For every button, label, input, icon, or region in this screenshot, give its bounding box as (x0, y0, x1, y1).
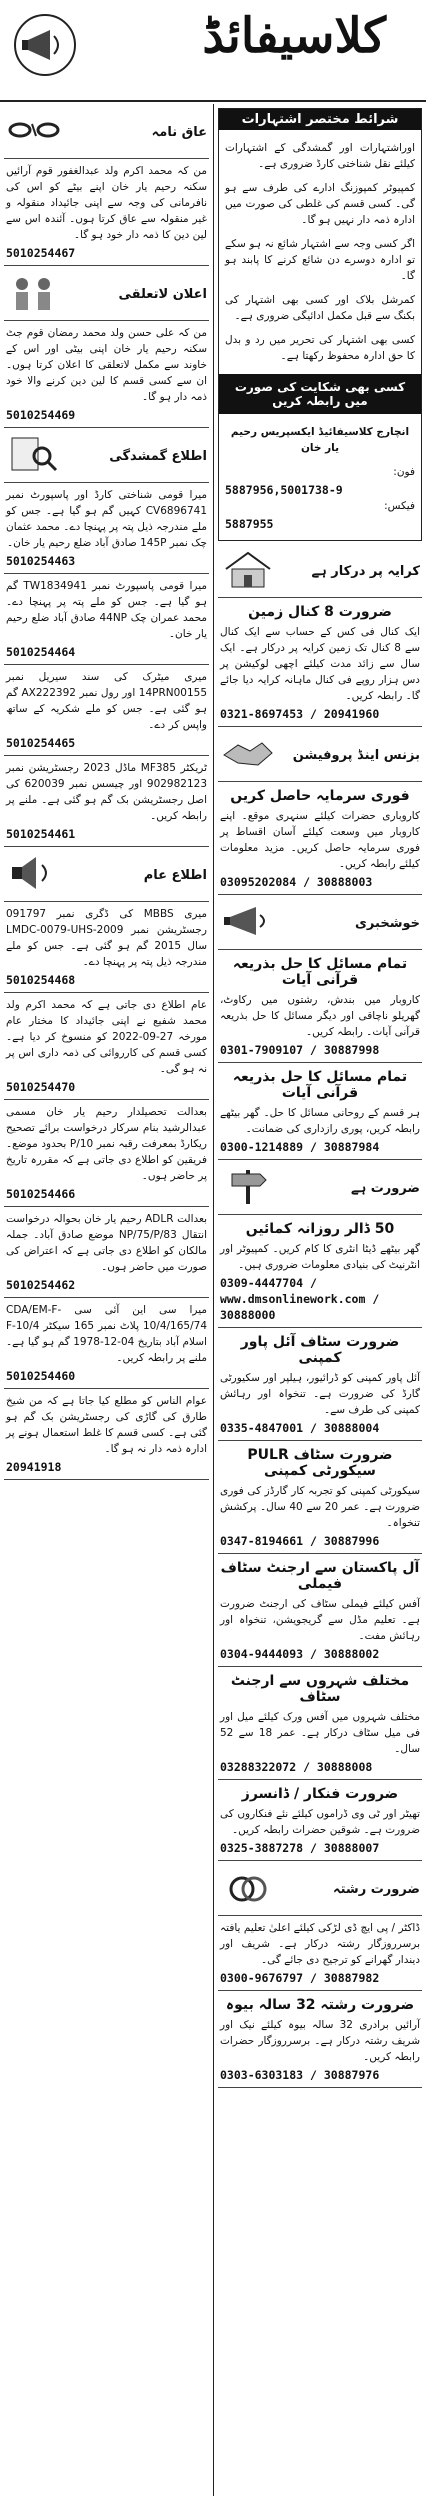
terms-box (218, 108, 422, 541)
ad-text: عوام الناس کو مطلع کیا جاتا ہے کہ من شیخ طارق کی گاڑی کی رجسٹریشن بک گم ہو گئی ہے۔ کسی قسم کا غلط استعمال ہونے پر ادارہ ذمہ دار نہ ہو گا۔ (6, 1395, 207, 1455)
complaint-fax: 5887955 (225, 517, 274, 531)
ad-heading: مختلف شہروں سے ارجنٹ سٹاف (230, 1673, 410, 1705)
classified-ad (218, 1063, 422, 1160)
house-icon (220, 549, 276, 593)
classified-ad (218, 1667, 422, 1780)
ad-text: میرا سی این آئی سی CDA/EM-F-10/4/165/74 پلاٹ نمبر 165 سیکٹر F-10/4 اسلام آباد بتاریخ 04-12-1978 گم ہو گیا ہے۔ ملنے پر رابطہ کریں۔ (6, 1304, 207, 1364)
classified-ad (4, 993, 209, 1100)
ad-text: میری MBBS کی ڈگری نمبر 091797 رجسٹریشن نمبر 2009-LMDC-0079-UHS سال 2015 گم ہو گئی ہے۔ جس کو ملے مندرجہ ذیل پتہ پر پہنچا دے۔ (6, 908, 208, 968)
ad-text: آرائیں برادری 32 سالہ بیوہ کیلئے نیک اور شریف رشتہ درکار ہے۔ برسرروزگار حضرات رابطہ کریں۔ (220, 2019, 421, 2063)
ad-phone: 5010254466 (6, 1187, 76, 1201)
classified-ad (218, 1328, 422, 1441)
section-label: ضرورت ہے (350, 1180, 420, 1196)
search-document-icon (6, 434, 62, 478)
classified-ad (218, 1554, 422, 1667)
ad-heading: فوری سرمایہ حاصل کریں (230, 788, 410, 804)
ad-text: ڈاکٹر / پی ایچ ڈی لڑکی کیلئے اعلیٰ تعلیم یافتہ برسرروزگار رشتہ درکار ہے۔ شریف اور دیندار گھرانے کو ترجیح دی جائے گی۔ (220, 1922, 420, 1966)
ad-text: میرا قومی پاسپورٹ نمبر TW1834941 گم ہو گیا ہے۔ جس کو ملے پتہ پر پہنچا دے۔ محمد عمران چک 44NP صادق آباد ضلع رحیم یار خان۔ (6, 580, 207, 640)
family-icon (6, 272, 62, 316)
ad-heading: ضرورت سٹاف آئل پاور کمپنی (240, 1334, 400, 1366)
classified-ad (218, 1441, 422, 1554)
ad-heading: تمام مسائل کا حل بذریعہ قرآنی آیات (232, 1069, 408, 1101)
section-label: اطلاع گمشدگی (109, 448, 207, 464)
section-header (218, 1863, 422, 1916)
ad-text: میرا قومی شناختی کارڈ اور پاسپورٹ نمبر CV6896741 کہیں گم ہو گیا ہے۔ جس کو ملے مندرجہ ذیل پتہ پر پہنچا دے۔ محمد عثمان چک نمبر 145P صادق آباد ضلع رحیم یار خان۔ (6, 489, 207, 549)
terms-list (223, 136, 417, 368)
classified-ad (4, 321, 209, 428)
ad-phone: 03095202084 / 30888003 (220, 875, 373, 889)
ad-phone: 5010254470 (6, 1080, 76, 1094)
broken-chain-icon (6, 110, 62, 154)
ad-text: میری میٹرک کی سند سیریل نمبر 14PRN00155 اور رول نمبر AX222392 گم ہو گئی ہے۔ جس کو ملے شکریہ کے ساتھ واپس کر دے۔ (6, 671, 208, 731)
classified-ad (218, 782, 422, 895)
ad-phone: 5010254462 (6, 1278, 76, 1292)
rings-icon (220, 1867, 276, 1911)
complaint-phone-row (223, 460, 417, 536)
ad-phone: 5010254463 (6, 554, 76, 568)
ad-phone: 5010254468 (6, 973, 76, 987)
terms-line: کمپیوٹر کمپوزنگ ادارے کی طرف سے ہو گی۔ کسی قسم کی غلطی کی صورت میں ادارہ ذمہ دار نہیں ہو گا۔ (225, 182, 415, 226)
ad-phone: 0325-3887278 / 30888007 (220, 1841, 380, 1855)
ad-heading: ضرورت 8 کنال زمین (248, 604, 392, 620)
ad-phone: 5010254460 (6, 1369, 76, 1383)
signpost-icon (220, 1166, 276, 1210)
ad-phone: 5010254467 (6, 246, 76, 260)
terms-line: اگر کسی وجہ سے اشتہار شائع نہ ہو سکے تو ادارہ دوسرے دن شائع کرنے کا پابند ہو گا۔ (225, 238, 415, 282)
ad-text: عام اطلاع دی جاتی ہے کہ محمد اکرم ولد محمد شفیع نے اپنی جائیداد کا مختار عام مورخہ 27-09-2022 کو منسوخ کر دیا ہے۔ کسی قسم کی کارروائی کی ذمہ داری اس پر نہ ہو گی۔ (6, 999, 207, 1075)
ad-phone: 0347-8194661 / 30887996 (220, 1534, 380, 1548)
section-header (218, 545, 422, 598)
section-header (218, 1162, 422, 1215)
classified-ad (4, 1207, 209, 1298)
left-column (0, 104, 213, 2496)
classified-ad (4, 483, 209, 574)
ad-heading: ضرورت فنکار / ڈانسرز (241, 1786, 399, 1802)
classified-ad (4, 1298, 209, 1389)
ad-text: کاروباری حضرات کیلئے سنہری موقع۔ اپنے کاروبار میں وسعت کیلئے آسان اقساط پر فوری سرمایہ حاصل کریں۔ مزید معلومات کیلئے رابطہ کریں۔ (220, 810, 420, 870)
terms-line: اوراشتہارات اور گمشدگی کے اشتہارات کیلئے نقل شناختی کارڈ ضروری ہے۔ (225, 142, 415, 170)
ad-phone: 0321-8697453 / 20941960 (220, 707, 380, 721)
section-label: عاق نامہ (151, 124, 207, 140)
ad-heading: ضرورت رشتہ 32 سالہ بیوہ (225, 1997, 415, 2013)
ad-text: ہر قسم کے روحانی مسائل کا حل۔ گھر بیٹھے رابطہ کریں، پوری رازداری کی ضمانت۔ (220, 1107, 420, 1135)
classified-ad (4, 159, 209, 266)
section-label: کرایہ پر درکار ہے (311, 563, 420, 579)
speaker-icon (6, 853, 62, 897)
fax-label: فیکس: (384, 500, 415, 512)
classified-ad (4, 574, 209, 665)
terms-line: کسی بھی اشتہار کی تحریر میں رد و بدل کا حق ادارہ محفوظ رکھتا ہے۔ (225, 334, 415, 362)
page-title: کلاسیفائڈ (202, 8, 386, 64)
ad-phone: 5010254465 (6, 736, 76, 750)
ad-heading: تمام مسائل کا حل بذریعہ قرآنی آیات (232, 956, 408, 988)
section-label: اطلاع عام (143, 867, 207, 883)
handshake-icon (220, 733, 276, 777)
megaphone-logo-icon (10, 10, 80, 80)
ad-text: آفس کیلئے فیملی سٹاف کی ارجنٹ ضرورت ہے۔ تعلیم مڈل سے گریجویشن، تنخواہ اور رہائش مفت۔ (220, 1598, 420, 1642)
megaphone-icon (220, 901, 276, 945)
ad-heading: ضرورت سٹاف PULR سیکورٹی کمپنی (247, 1447, 393, 1479)
ad-text: سیکورٹی کمپنی کو تجربہ کار گارڈز کی فوری ضرورت ہے۔ عمر 20 سے 40 سال۔ پرکشش تنخواہ۔ (220, 1485, 420, 1529)
ad-phone: 0300-1214889 / 30887984 (220, 1140, 380, 1154)
section-header (4, 849, 209, 902)
ad-heading: آل پاکستان سے ارجنٹ سٹاف فیملی (220, 1560, 420, 1592)
classified-ad (218, 950, 422, 1063)
ad-text: گھر بیٹھے ڈیٹا انٹری کا کام کریں۔ کمپیوٹر اور انٹرنیٹ کی بنیادی معلومات ضروری ہیں۔ (220, 1243, 420, 1271)
ad-text: تھیٹر اور ٹی وی ڈراموں کیلئے نئے فنکاروں کی ضرورت ہے۔ شوقین حضرات رابطہ کریں۔ (220, 1808, 420, 1836)
section-label: ضرورت رشتہ (333, 1881, 420, 1897)
classified-ad (4, 1100, 209, 1207)
ad-text: من کہ محمد اکرم ولد عبدالغفور قوم آرائیں سکنہ رحیم یار خان اپنے بیٹے کو اس کی نافرمانی کی وجہ سے اپنی جائیداد منقولہ و غیر منقولہ سے عاق کرتا ہوں۔ آئندہ اس سے لین دین کا ذمہ دار خود ہو گا۔ (6, 165, 207, 241)
ad-phone: 0300-9676797 / 30887982 (220, 1971, 380, 1985)
classified-ad (218, 1215, 422, 1328)
ad-phone: 03288322072 / 30888008 (220, 1760, 373, 1774)
ad-phone: 0335-4847001 / 30888004 (220, 1421, 380, 1435)
ad-text: بعدالت تحصیلدار رحیم یار خان مسمی عبدالرشید بنام سرکار درخواست برائے تصحیح ریکارڈ بمعرفت رقبہ نمبر 10/P بحدود موضع۔ فریقین کو اطلاع دی جاتی ہے کہ مقررہ تاریخ پر حاضر ہوں۔ (6, 1106, 207, 1182)
ad-text: کاروبار میں بندش، رشتوں میں رکاوٹ، گھریلو ناچاقی اور دیگر مسائل کا حل بذریعہ قرآنی آیات۔ رابطہ کریں۔ (220, 994, 420, 1038)
ad-phone: 0304-9444093 / 30888002 (220, 1647, 380, 1661)
ad-heading: 50 ڈالر روزانہ کمائیں (245, 1221, 395, 1237)
ad-phone: 5010254464 (6, 645, 76, 659)
complaint-bar: کسی بھی شکایت کی صورت میں رابطہ کریں (219, 374, 421, 414)
left-sections (4, 106, 209, 1480)
ad-text: من کہ علی حسن ولد محمد رمضان قوم جٹ سکنہ رحیم یار خان اپنی بیٹی اور اس کے خاوند سے مکمل لاتعلقی کا اعلان کرتا ہوں۔ ان سے کسی قسم کا لین دین کرنے والا خود ذمہ دار ہو گا۔ (6, 327, 207, 403)
classified-ad (218, 1780, 422, 1861)
classified-ad (4, 1389, 209, 1480)
section-header (218, 729, 422, 782)
ad-text: بعدالت ADLR رحیم یار خان بحوالہ درخواست انتقال 83/NP/75/P موضع صادق آباد۔ جملہ مالکان کو اطلاع دی جاتی ہے کہ اعتراض کی صورت میں حاضر ہوں۔ (6, 1213, 207, 1273)
section-label: خوشخبری (355, 915, 420, 931)
ad-text: آئل پاور کمپنی کو ڈرائیور، ہیلپر اور سکیورٹی گارڈ کی ضرورت ہے۔ تنخواہ اور رہائش کمپنی کی طرف سے۔ (220, 1372, 420, 1416)
section-header (4, 268, 209, 321)
ad-text: مختلف شہروں میں آفس ورک کیلئے میل اور فی میل سٹاف درکار ہے۔ عمر 18 سے 52 سال۔ (220, 1711, 420, 1755)
section-header (218, 897, 422, 950)
right-column (213, 104, 426, 2496)
right-sections (218, 545, 422, 2088)
classified-ad (4, 756, 209, 847)
classified-ad (218, 598, 422, 727)
ad-phone: 0303-6303183 / 30887976 (220, 2068, 380, 2082)
classified-ad (4, 665, 209, 756)
section-header (4, 106, 209, 159)
phone-label: فون: (393, 466, 415, 478)
classified-ad (218, 1916, 422, 1991)
classified-ad (4, 902, 209, 993)
terms-title: شرائط مختصر اشتہارات (219, 109, 421, 130)
ad-phone: 0301-7909107 / 30887998 (220, 1043, 380, 1057)
section-header (4, 430, 209, 483)
ad-text: ٹریکٹر MF385 ماڈل 2023 رجسٹریشن نمبر 902982123 اور چیسس نمبر 620039 کی اصل رجسٹریشن بک گم ہو گئی ہے۔ ملنے پر رابطہ کریں۔ (6, 762, 208, 822)
ad-phone: 20941918 (6, 1460, 62, 1474)
complaint-contact: انچارج کلاسیفائیڈ ایکسپریس رحیم یار خان (230, 426, 410, 454)
terms-line: کمرشل بلاک اور کسی بھی اشتہار کی بکنگ سے قبل مکمل ادائیگی ضروری ہے۔ (225, 294, 415, 322)
complaint-phone: 5887956,5001738-9 (225, 483, 343, 497)
section-label: اعلان لاتعلقی (118, 286, 207, 302)
ad-phone: 5010254461 (6, 827, 76, 841)
ad-phone: 0309-4447704 / www.dmsonlinework.com / 30888000 (220, 1276, 380, 1322)
classified-ad (218, 1991, 422, 2088)
ad-text: ایک کنال فی کس کے حساب سے ایک کنال سے 8 کنال تک زمین کرایہ پر درکار ہے۔ ایک سال سے زائد مدت کیلئے اچھی لوکیشن پر دس ہزار روپے فی کنال ماہانہ کرایہ دیا جائے گا۔ رابطہ کریں۔ (220, 626, 420, 702)
ad-phone: 5010254469 (6, 408, 76, 422)
section-label: بزنس اینڈ پروفیشن (292, 747, 420, 763)
masthead (0, 0, 426, 102)
